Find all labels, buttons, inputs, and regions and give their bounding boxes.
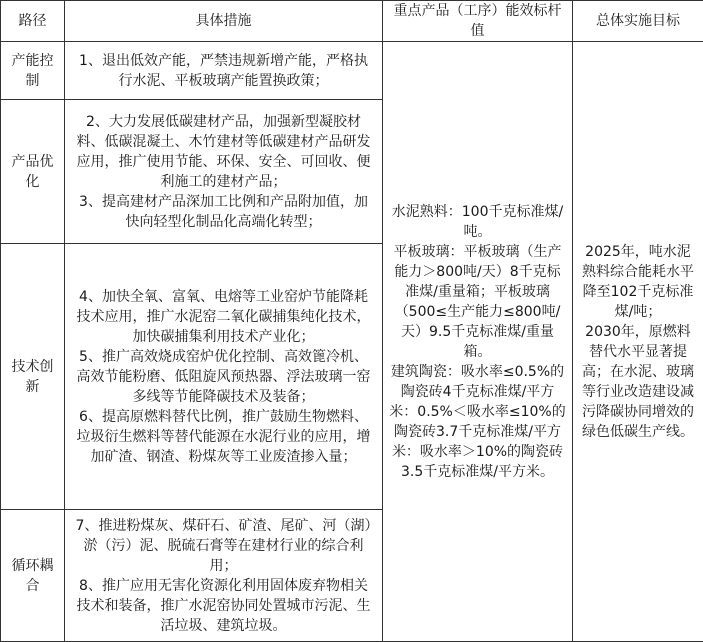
measures-cell — [65, 510, 383, 642]
goal-item: 2025年，吨水泥熟料综合能耗水平降至102千克标准煤/吨； — [582, 243, 694, 320]
header-row — [1, 1, 703, 42]
measure-item: 3、提高建材产品深加工比例和产品附加值，加快向轻型化制品化高端化转型； — [79, 193, 368, 230]
header-goal: 总体实施目标 — [573, 1, 703, 42]
measures-cell — [65, 244, 383, 510]
table-row — [1, 42, 703, 100]
header-benchmark: 重点产品（工序）能效标杆值 — [383, 1, 573, 42]
benchmark-item: 建筑陶瓷：吸水率≤0.5%的陶瓷砖4千克标准煤/平方米：0.5%＜吸水率≤10%的陶瓷砖3.7千克标准煤/平方米：吸水率＞10%的陶瓷砖3.5千克标准煤/平方米。 — [389, 363, 566, 480]
measure-item: 4、加快全氧、富氧、电熔等工业窑炉节能降耗技术应用，推广水泥窑二氧化碳捕集纯化技术，加快碳捕集利用技术产业化； — [76, 288, 371, 345]
path-cell-circular-coupling: 循环耦合 — [1, 510, 65, 642]
measure-item: 8、推广应用无害化资源化利用固体废弃物相关技术和装备，推广水泥窑协同处置城市污泥、生活垃圾、建筑垃圾。 — [76, 577, 371, 634]
measure-item: 1、退出低效产能，严禁违规新增产能，严格执行水泥、平板玻璃产能置换政策； — [79, 52, 368, 89]
measure-item: 7、推进粉煤灰、煤矸石、矿渣、尾矿、河（湖）淤（污）泥、脱硫石膏等在建材行业的综合利用； — [75, 517, 372, 574]
path-cell-capacity-control: 产能控制 — [1, 42, 65, 100]
header-measures: 具体措施 — [65, 1, 383, 42]
benchmark-item: 平板玻璃：平板玻璃（生产能力＞800吨/天）8千克标准煤/重量箱；平板玻璃（500≤生产能力≤800吨/天）9.5千克标准煤/重量箱。 — [393, 243, 562, 360]
measure-item: 5、推广高效烧成窑炉优化控制、高效篦冷机、高效节能粉磨、低阻旋风预热器、浮法玻璃一窑多线等节能降碳技术及装备； — [76, 348, 371, 405]
benchmark-cell — [383, 42, 573, 642]
path-cell-tech-innovation: 技术创新 — [1, 244, 65, 510]
measure-item: 2、大力发展低碳建材产品，加强新型凝胶材料、低碳混凝土、木竹建材等低碳建材产品研发应用，推广使用节能、环保、安全、可回收、便利施工的建材产品； — [76, 113, 371, 190]
benchmark-item: 水泥熟料：100千克标准煤/吨。 — [391, 203, 564, 240]
path-cell-product-optimization: 产品优化 — [1, 100, 65, 244]
measures-cell — [65, 42, 383, 100]
goal-cell — [573, 42, 703, 642]
measure-item: 6、提高原燃料替代比例，推广鼓励生物燃料、垃圾衍生燃料等替代能源在水泥行业的应用，增加矿渣、钢渣、粉煤灰等工业废渣掺入量； — [76, 408, 371, 465]
goal-item: 2030年，原燃料替代水平显著提高；在水泥、玻璃等行业改造建设减污降碳协同增效的绿色低碳生产线。 — [582, 323, 694, 440]
measures-cell — [65, 100, 383, 244]
header-path: 路径 — [1, 1, 65, 42]
